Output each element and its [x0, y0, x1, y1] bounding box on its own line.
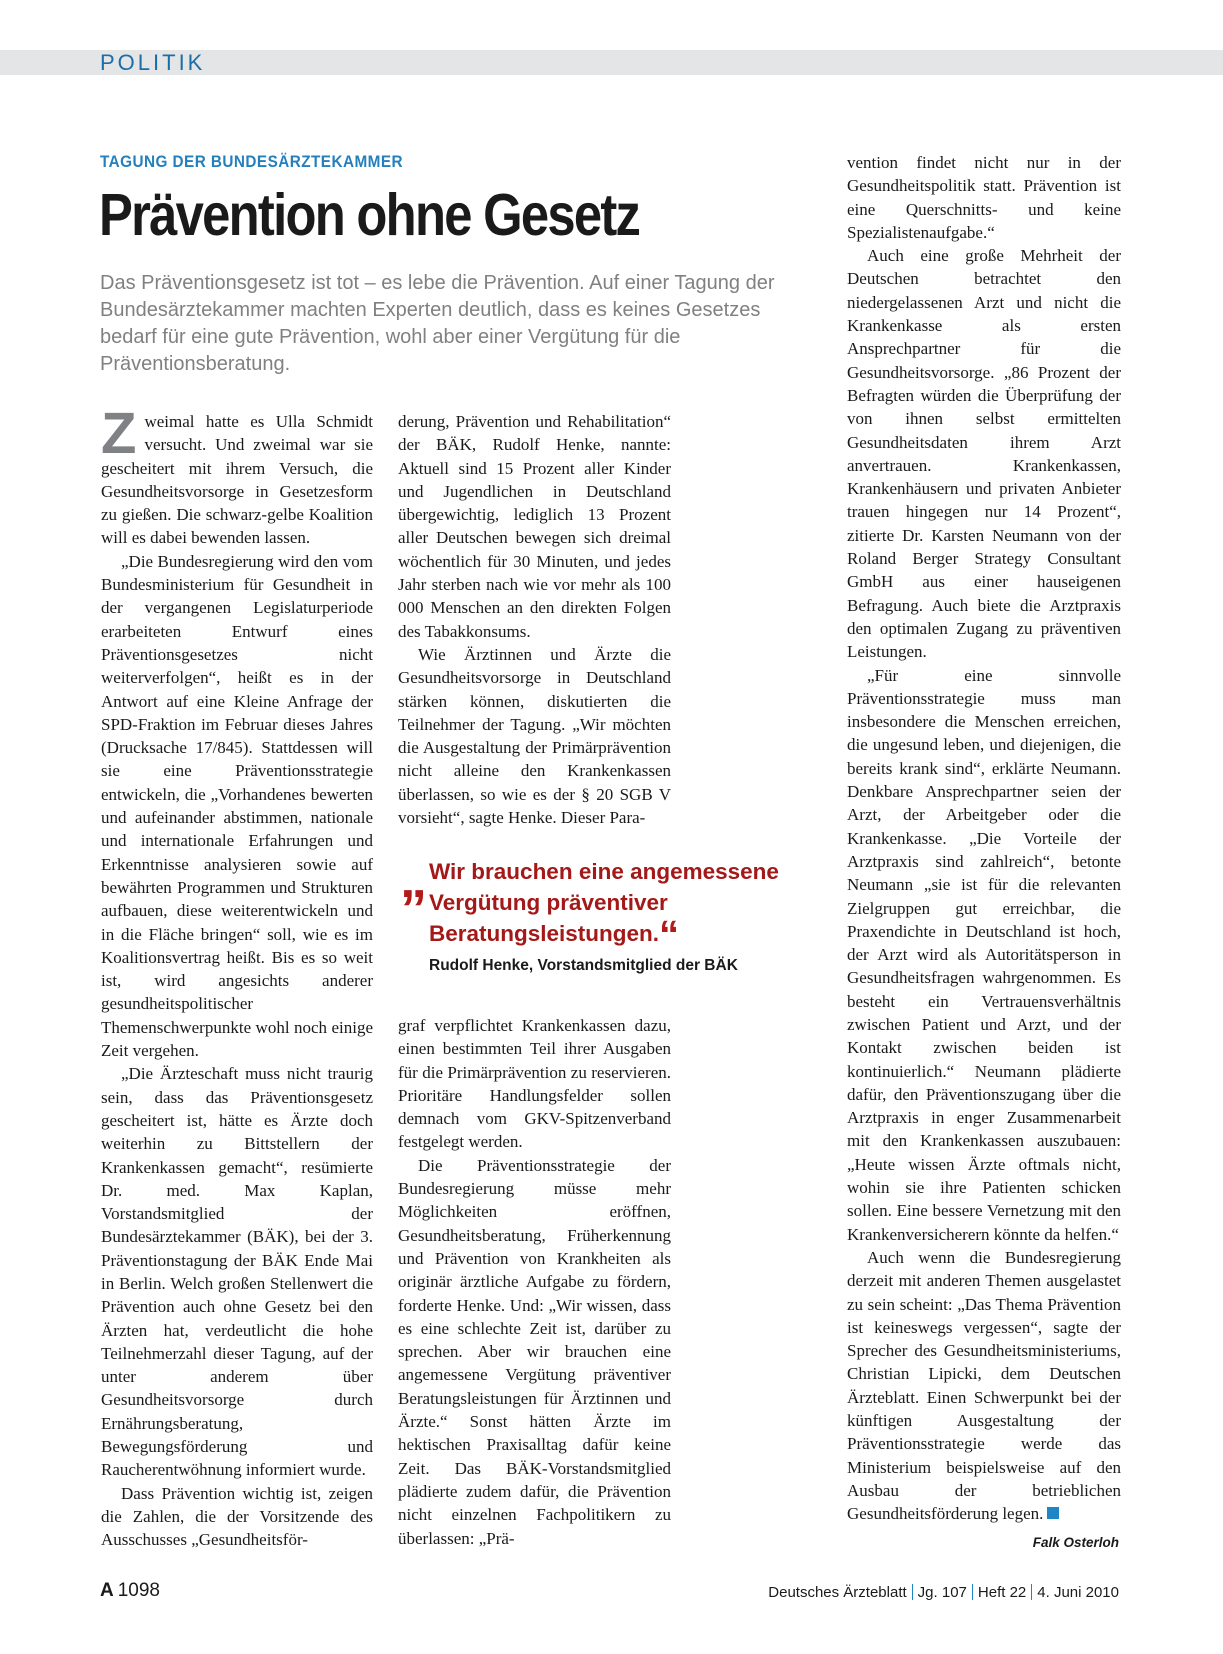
paragraph: graf verpflichtet Krankenkassen dazu, einen bestimmten Teil ihrer Ausgaben für die Primärprävention zu reservieren. Prioritäre Handlungsfelder sollen demnach vom GKV-Spitzenverband festgelegt werden. [398, 1016, 671, 1152]
pull-quote-body: Wir brauchen eine angemessene Vergütung präventiver Beratungsleistungen. [429, 859, 779, 946]
footer-divider [1031, 1584, 1032, 1600]
text-column-3 [847, 151, 1121, 1526]
footer-divider [972, 1584, 973, 1600]
footer-divider [912, 1584, 913, 1600]
paragraph [101, 401, 373, 550]
text-column-2-top [398, 410, 671, 829]
article-kicker: TAGUNG DER BUNDESÄRZTEKAMMER [100, 152, 404, 171]
paragraph: „Für eine sinnvolle Präventionsstrategie muss man insbesondere die Menschen erreichen, die ungesund leben, und diejenigen, die bereits krank sind“, erklärte Neumann. Denkbare Ansprechpartner seien der Arzt, der Arbeitgeber oder die Krankenkasse. „Die Vorteile der Arztpraxis sind zahlreich“, betonte Neumann „sie ist für die relevanten Zielgruppen gut erreichbar, die Praxendichte in Deutschland ist hoch, der Arzt wird als Autoritätsperson in Gesundheitsfragen wahrgenommen. Es besteht ein Vertrauensverhältnis zwischen Patient und Arzt, und der Kontakt zwischen beiden ist kontinuierlich.“ Neumann plädierte dafür, den Präventionszugang über die Arztpraxis in enger Zusammenarbeit mit den Krankenkassen auszubauen: „Heute wissen Ärzte oftmals nicht, wohin sie ihre Patienten schicken sollen. Eine bessere Vernetzung mit den Krankenversicherern könnte da helfen.“ [847, 665, 1121, 1244]
paragraph-text: Auch wenn die Bundesregierung derzeit mit anderen Themen ausgelastet zu sein scheint: „Das Thema Prävention ist keineswegs vergessen“, sagte der Sprecher des Gesundheitsministeriums, Christian Lipicki, dem Deutschen Ärzteblatt. Einen Schwerpunkt bei der künftigen Ausgestaltung der Präventionsstrategie werde das Ministerium beispielsweise auf den Ausbau der betrieblichen Gesundheitsförderung legen. [847, 1247, 1121, 1524]
paragraph: „Die Bundesregierung wird den vom Bundesministerium für Gesundheit in der vergangenen Legislaturperiode erarbeiteten Entwurf eines Präventionsgesetzes nicht weiterverfolgen“, heißt es in der Antwort auf eine Kleine Anfrage der SPD-Fraktion im Februar dieses Jahres (Drucksache 17/845). Stattdessen will sie eine Präventionsstrategie entwickeln, die „Vorhandenes bewerten und aufeinander abstimmen, nationale und internationale Erfahrungen und Erkenntnisse analysieren sowie auf bewährten Programmen und Strukturen aufbauen, diese weiterentwickeln und in die Fläche bringen“ soll, wie es im Koalitionsvertrag heißt. Bis es so weit ist, wird angesichts anderer gesundheitspolitischer Themenschwerpunkte wohl noch einige Zeit vergehen. [101, 551, 373, 1061]
publication-footer [768, 1584, 1119, 1601]
end-of-article-square-icon [1047, 1507, 1059, 1519]
publication-name: Deutsches Ärzteblatt [768, 1584, 907, 1601]
page-number [100, 1580, 160, 1602]
publication-date: 4. Juni 2010 [1037, 1584, 1119, 1601]
pull-quote [400, 849, 820, 975]
pull-quote-text [429, 856, 820, 957]
paragraph: Dass Prävention wichtig ist, zeigen die Zahlen, die der Vorsitzende des Ausschusses „Gesundheitsför- [101, 1483, 373, 1550]
paragraph: Auch eine große Mehrheit der Deutschen betrachtet den niedergelassenen Arzt und nicht die Krankenkasse als ersten Ansprechpartner für die Gesundheitsvorsorge. „86 Prozent der Befragten würden die Überprüfung der von ihnen selbst ermittelten Gesundheitsdaten ihrem Arzt anvertrauen. Krankenkassen, Krankenhäusern und privaten Anbieter trauen hingegen nur 14 Prozent“, zitierte Dr. Karsten Neumann von der Roland Berger Strategy Consultant GmbH aus einer hauseigenen Befragung. Auch biete die Arztpraxis den optimalen Zugang zu präventiven Leistungen. [847, 246, 1121, 662]
text-column-2-bottom [398, 1014, 671, 1550]
paragraph: „Die Ärzteschaft muss nicht traurig sein, dass das Präventionsgesetz gescheitert ist, hätte es Ärzte doch weiterhin zu Bittstellern der Krankenkassen gemacht“, resümierte Dr. med. Max Kaplan, Vorstandsmitglied der Bundesärztekammer (BÄK), bei der 3. Präventionstagung der BÄK Ende Mai in Berlin. Welch großen Stellenwert die Prävention auch ohne Gesetz bei den Ärzten hat, verdeutlicht die hohe Teilnehmerzahl dieser Tagung, auf der unter anderem über Gesundheitsvorsorge durch Ernährungsberatung, Bewegungsförderung und Raucherentwöhnung informiert wurde. [101, 1064, 373, 1480]
page-number-value: 1098 [117, 1580, 161, 1601]
page-prefix: A [100, 1580, 114, 1601]
publication-issue: Heft 22 [977, 1584, 1027, 1601]
publication-volume: Jg. 107 [917, 1584, 967, 1601]
section-label: POLITIK [100, 50, 206, 75]
drop-cap: Z [101, 401, 137, 466]
paragraph: Wie Ärztinnen und Ärzte die Gesundheitsvorsorge in Deutschland stärken können, diskutierten die Teilnehmer der Tagung. „Wir möchten die Ausgestaltung der Primärprävention nicht alleine den Krankenkassen überlassen, so wie es der § 20 SGB V vorsieht“, sagte Henke. Dieser Para- [398, 644, 671, 828]
author-credit: Falk Osterloh [1032, 1535, 1119, 1550]
paragraph: Die Präventionsstrategie der Bundesregierung müsse mehr Möglichkeiten eröffnen, Gesundheitsberatung, Früherkennung und Prävention von Krankheiten als originär ärztliche Aufgabe zu fördern, forderte Henke. Und: „Wir wissen, dass es eine schlechte Zeit ist, darüber zu sprechen. Aber wir brauchen eine angemessene Vergütung präventiver Beratungsleistungen für Ärztinnen und Ärzte.“ Sonst hätten Ärzte im hektischen Praxisalltag dafür keine Zeit. Das BÄK-Vorstandsmitglied plädierte zudem dafür, die Prävention nicht einzelnen Fachpolitikern zu überlassen: „Prä- [398, 1155, 671, 1548]
pull-quote-attribution: Rudolf Henke, Vorstandsmitglied der BÄK [429, 957, 738, 974]
text-column-1 [101, 401, 373, 1552]
paragraph: vention findet nicht nur in der Gesundheitspolitik statt. Prävention ist eine Querschnitts- und keine Spezialistenaufgabe.“ [847, 153, 1121, 242]
paragraph-text: weimal hatte es Ulla Schmidt versucht. Und zweimal war sie gescheitert mit ihrem Versuch, die Gesundheitsvorsorge in Gesetzesform zu gießen. Die schwarz-gelbe Koalition will es dabei bewenden lassen. [101, 412, 373, 548]
quote-open-mark: „ [400, 849, 427, 909]
quote-close-mark: “ [659, 913, 680, 957]
paragraph: derung, Prävention und Rehabilitation“ der BÄK, Rudolf Henke, nannte: Aktuell sind 15 Prozent aller Kinder und Jugendlichen in Deutschland übergewichtig, lediglich 13 Prozent aller Deutschen bewegen sich dreimal wöchentlich für 30 Minuten, und jedes Jahr sterben nach wie vor mehr als 100 000 Menschen an den direkten Folgen des Tabakkonsums. [398, 412, 671, 641]
article-title: Prävention ohne Gesetz [99, 182, 640, 248]
paragraph [847, 1246, 1121, 1526]
article-lead: Das Präventionsgesetz ist tot – es lebe die Prävention. Auf einer Tagung der Bundesärztekammer machten Experten deutlich, dass es keines Gesetzes bedarf für eine gute Prävention, wohl aber einer Vergütung für die Präventionsberatung. [100, 272, 775, 375]
